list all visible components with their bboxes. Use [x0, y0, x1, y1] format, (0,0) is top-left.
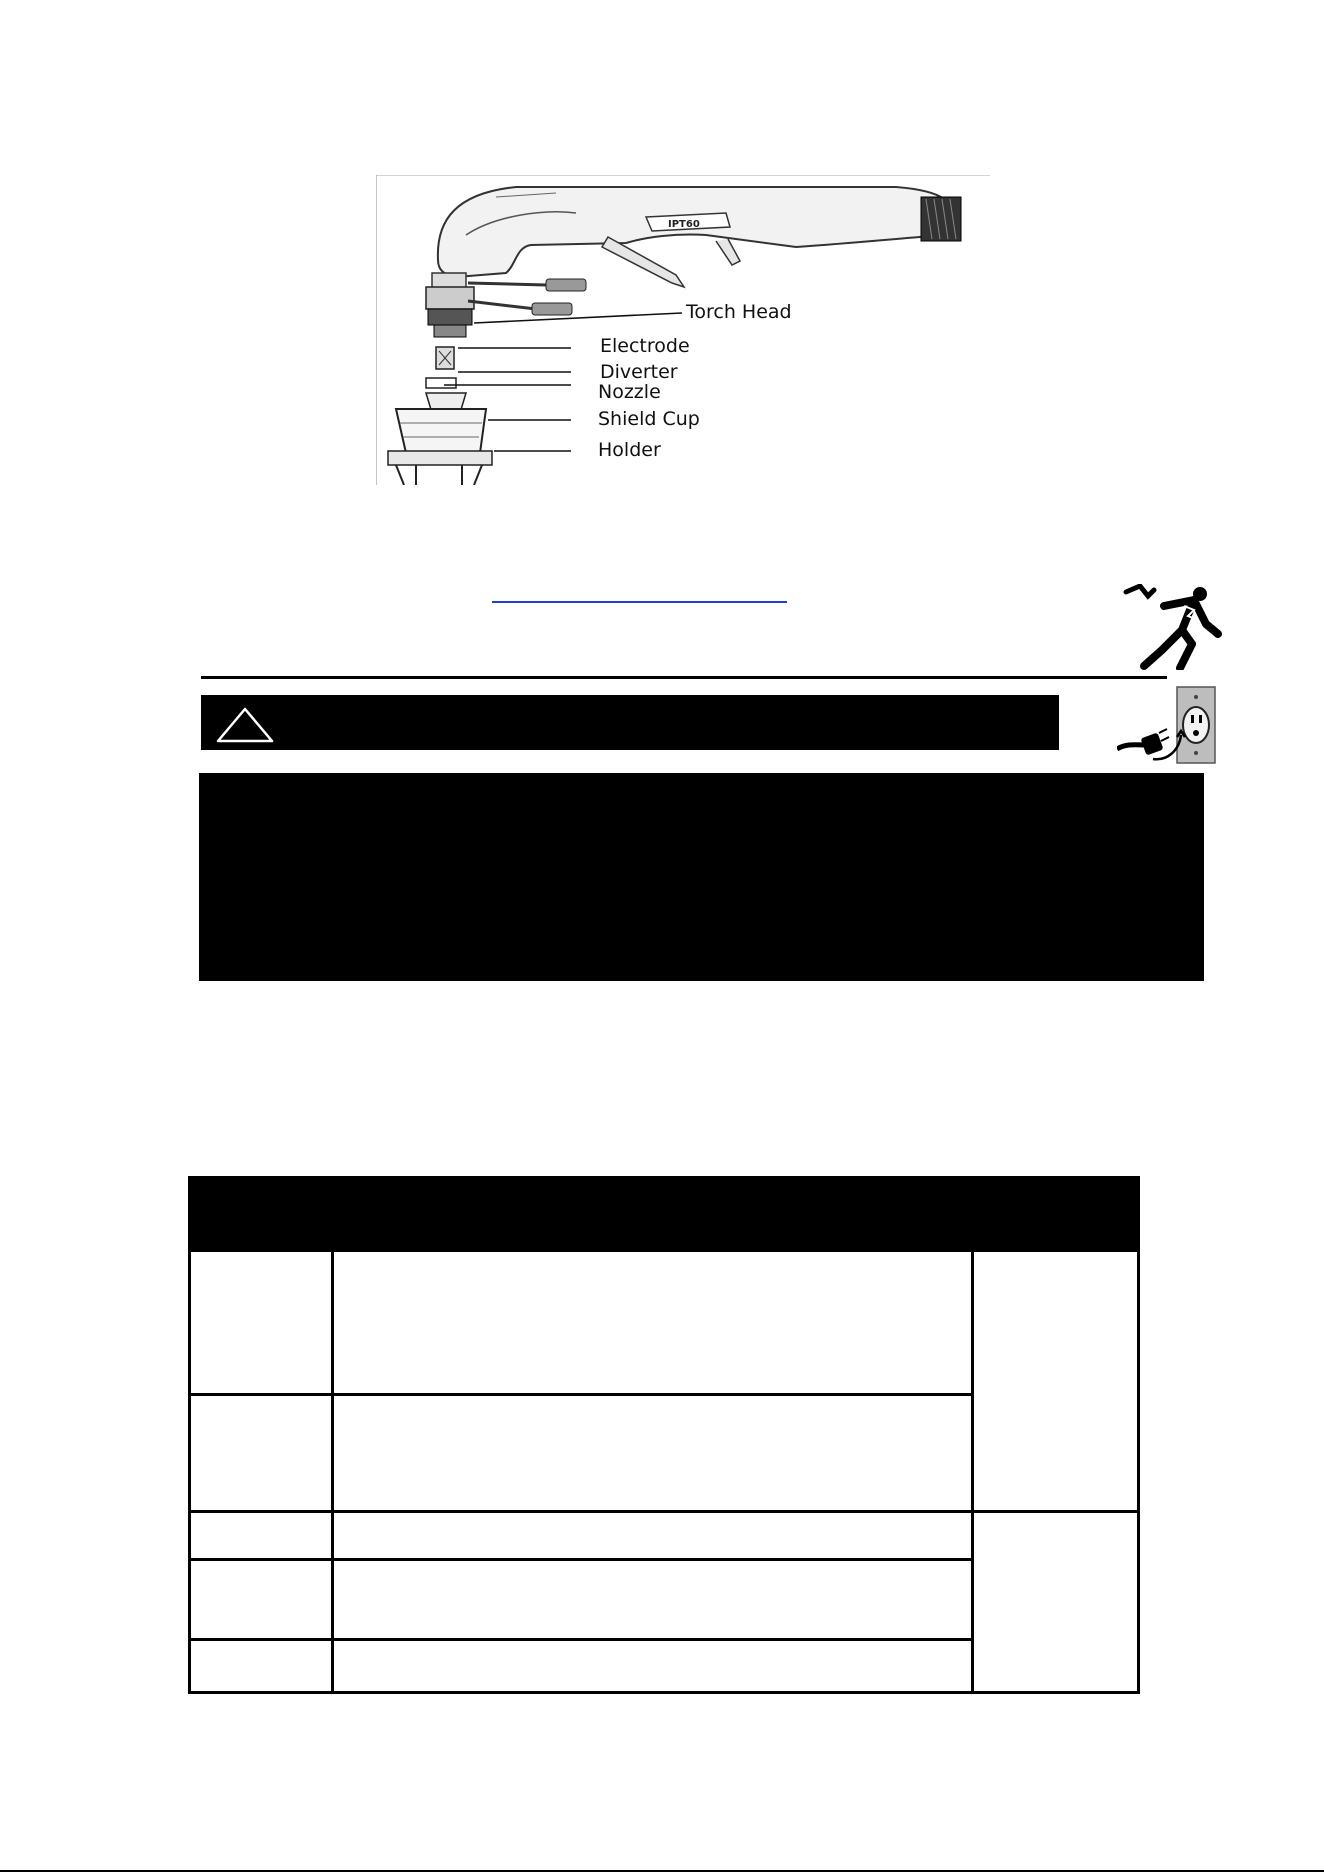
table-row	[190, 1512, 1139, 1560]
table-cell	[333, 1560, 973, 1640]
warning-triangle-icon	[215, 706, 275, 744]
hyperlink-underline[interactable]	[492, 601, 787, 603]
table-cell	[190, 1560, 333, 1640]
label-holder: Holder	[598, 439, 661, 461]
torch-drawing	[376, 175, 990, 485]
label-torch-head: Torch Head	[686, 301, 792, 323]
table-cell	[333, 1395, 973, 1512]
redacted-text-block	[199, 773, 1204, 981]
label-nozzle: Nozzle	[598, 381, 661, 403]
torch-exploded-diagram	[376, 175, 990, 485]
table-cell	[190, 1640, 333, 1693]
table-cell	[333, 1512, 973, 1560]
specification-table	[188, 1176, 1137, 1692]
table-cell	[333, 1640, 973, 1693]
table-cell	[333, 1251, 973, 1395]
label-diverter: Diverter	[600, 361, 678, 383]
label-shield-cup: Shield Cup	[598, 408, 700, 430]
table-cell	[973, 1251, 1139, 1512]
electric-shock-hazard-icon	[1122, 584, 1228, 670]
table-row	[190, 1251, 1139, 1395]
section-divider	[201, 676, 1167, 679]
table-header-cell	[190, 1178, 333, 1251]
table-cell	[190, 1512, 333, 1560]
unplug-power-icon	[1117, 685, 1217, 765]
table-cell	[190, 1251, 333, 1395]
table-header-row	[190, 1178, 1139, 1251]
table-cell	[190, 1395, 333, 1512]
model-badge-label: IPT60	[668, 219, 700, 230]
warning-banner	[201, 695, 1059, 750]
table-header-cell	[973, 1178, 1139, 1251]
label-electrode: Electrode	[600, 335, 690, 357]
table-cell	[973, 1512, 1139, 1693]
table-header-cell	[333, 1178, 973, 1251]
